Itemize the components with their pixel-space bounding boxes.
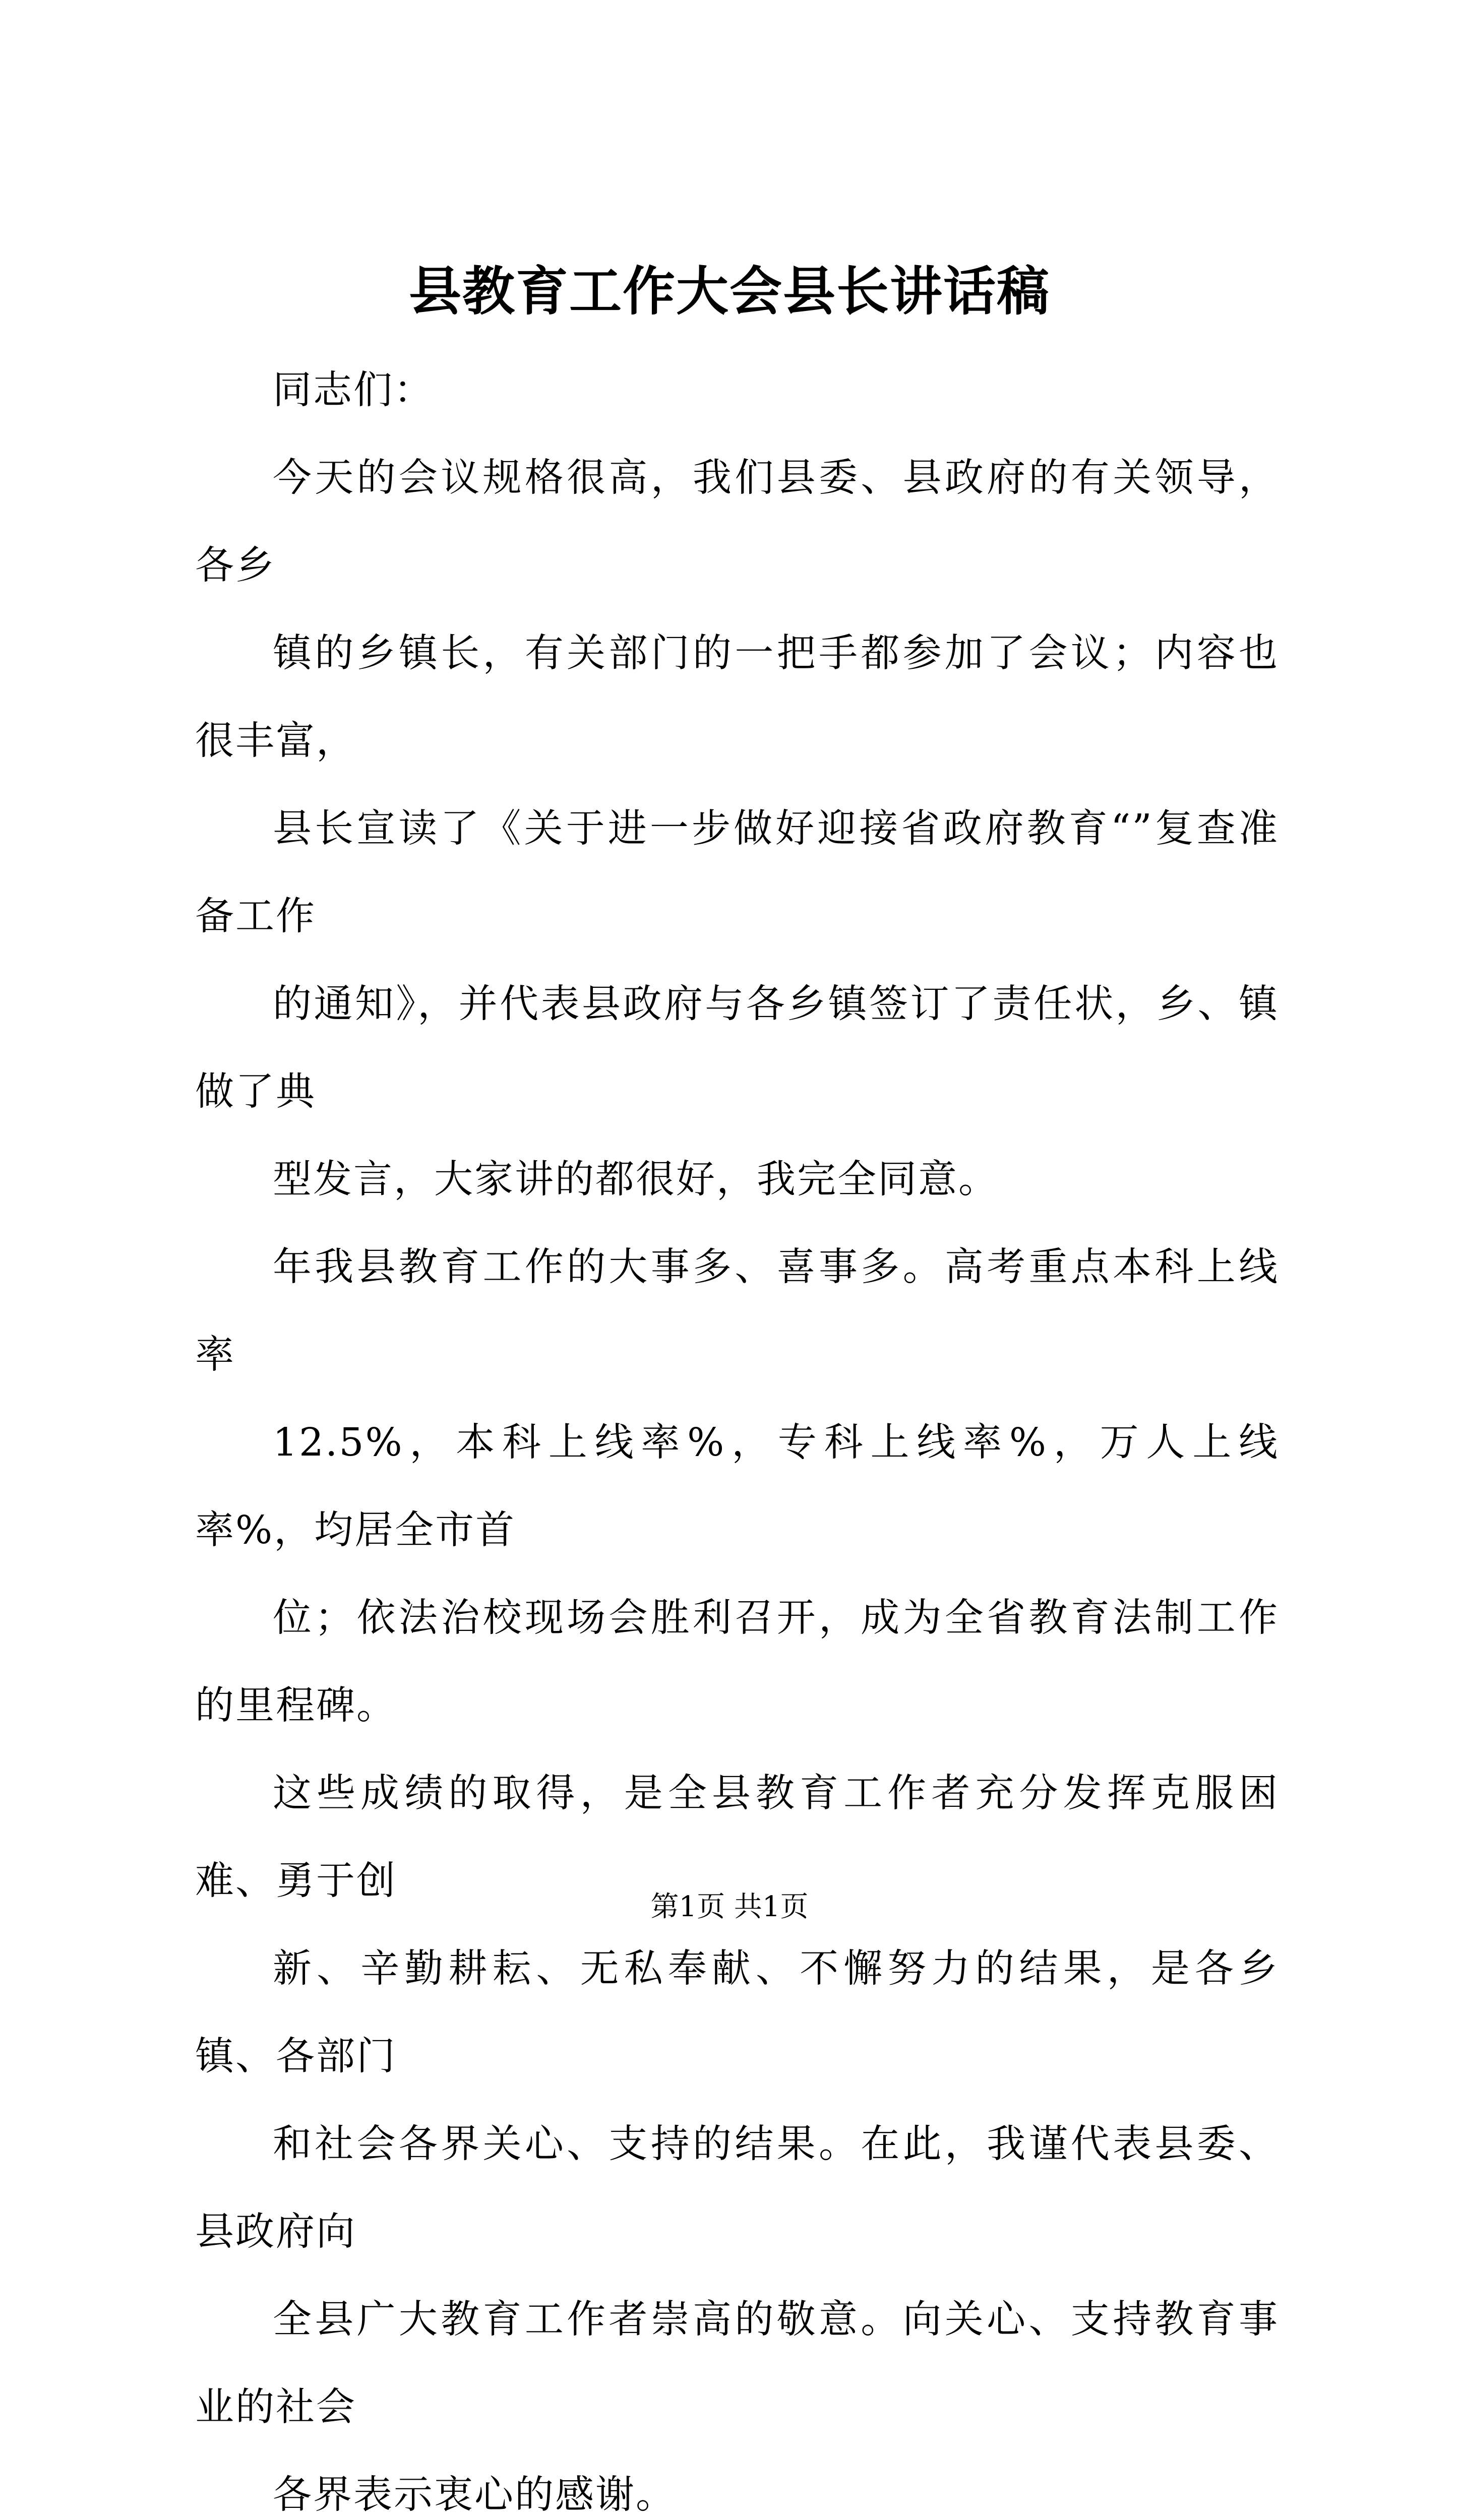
text-line: 型发言，大家讲的都很好，我完全同意。	[273, 1157, 999, 1202]
text-line: 的通知》，并代表县政府与各乡镇签订了责任状，乡、镇做了典	[195, 982, 1279, 1114]
document-title: 县教育工作大会县长讲话稿	[408, 260, 1050, 322]
text-line: 今天的会议规格很高，我们县委、县政府的有关领导，各乡	[195, 456, 1279, 588]
document-body	[195, 347, 1279, 2520]
page-footer: 第1页 共1页	[650, 1891, 809, 1923]
paragraph-achievements	[195, 1224, 1279, 2520]
paragraph-meeting-intro	[195, 434, 1279, 1224]
text-line: 各界表示衷心的感谢。	[273, 2473, 676, 2517]
text-line: 新、辛勤耕耘、无私奉献、不懈努力的结果，是各乡镇、各部门	[195, 1946, 1279, 2079]
text-line: 这些成绩的取得，是全县教育工作者充分发挥克服困难、勇于创	[195, 1771, 1279, 1904]
text-line: 全县广大教育工作者崇高的敬意。向关心、支持教育事业的社会	[195, 2297, 1279, 2430]
text-line: 年我县教育工作的大事多、喜事多。高考重点本科上线率	[195, 1245, 1279, 1377]
text-line: 12.5%，本科上线率%，专科上线率%，万人上线率%，均居全市首	[195, 1420, 1279, 1553]
text-line: 县长宣读了《关于进一步做好迎接省政府教育“”复查准备工作	[195, 806, 1279, 939]
paragraph-salutation	[195, 347, 1279, 434]
text-line: 镇的乡镇长，有关部门的一把手都参加了会议；内容也很丰富，	[195, 631, 1279, 764]
text-line: 和社会各界关心、支持的结果。在此，我谨代表县委、县政府向	[195, 2122, 1279, 2254]
text-line: 位；依法治校现场会胜利召开，成为全省教育法制工作的里程碑。	[195, 1596, 1279, 1728]
text-line: 同志们：	[273, 368, 434, 413]
